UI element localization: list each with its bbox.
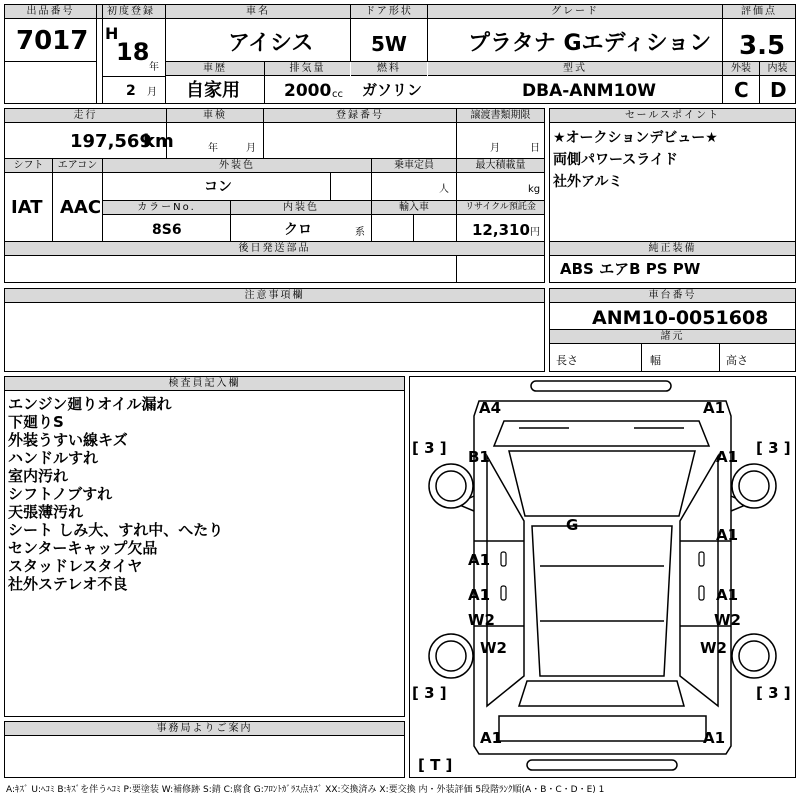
transfer-day-unit: 日 — [530, 143, 540, 154]
inspector-label: 検査員記入欄 — [5, 377, 404, 391]
car-name: アイシス — [228, 31, 314, 56]
note-line: 社外ステレオ不良 — [8, 575, 128, 593]
damage-mark: W2 — [468, 611, 495, 629]
mileage-unit: km — [143, 131, 174, 152]
door-label: ドア形状 — [351, 5, 427, 19]
note-line: センターキャップ欠品 — [8, 539, 158, 557]
chassis-number: ANM10-0051608 — [592, 307, 769, 329]
mileage-value: 197,569 — [70, 131, 152, 152]
exterior-value: C — [734, 78, 749, 102]
inspector-notes — [8, 395, 223, 593]
sales-label: セールスポイント — [550, 109, 795, 123]
model-value: DBA-ANM10W — [522, 81, 656, 101]
tire-left-front: [ 3 ] — [412, 439, 447, 457]
score-label: 評価点 — [723, 5, 795, 19]
displacement-value: 2000 — [284, 81, 332, 101]
damage-mark: A1 — [703, 399, 726, 417]
note-line: 室内汚れ — [8, 467, 69, 485]
damage-mark: A1 — [716, 586, 739, 604]
reg-label: 初度登録 — [97, 5, 165, 19]
shift-value: IAT — [11, 197, 43, 218]
color-value: コン — [204, 179, 232, 195]
capacity-unit: 人 — [439, 184, 449, 195]
width-label: 幅 — [650, 354, 661, 367]
inspection-month-unit: 月 — [246, 143, 256, 154]
damage-mark: W2 — [700, 639, 727, 657]
recycle-value: 12,310 — [472, 221, 530, 239]
fuel-label: 燃料 — [351, 62, 427, 76]
ac-value: AAC — [60, 197, 102, 218]
reg-era: H — [105, 24, 119, 43]
reg-month: 2 — [126, 83, 136, 99]
intcolor-value: クロ — [284, 222, 312, 238]
reg-month-unit: 月 — [147, 87, 157, 98]
note-line: ハンドルすれ — [8, 449, 99, 467]
fuel-value: ガソリン — [362, 81, 423, 99]
exterior-label: 外装 — [723, 62, 759, 76]
later-parts-label: 後日発送部品 — [5, 242, 544, 256]
shift-label: シフト — [5, 159, 52, 173]
history-label: 車歴 — [166, 62, 264, 76]
caution-label: 注意事項欄 — [5, 289, 544, 303]
trunk-mark: [ T ] — [418, 756, 453, 774]
model-label: 型式 — [428, 62, 722, 76]
damage-mark: A4 — [479, 399, 502, 417]
tire-right-rear: [ 3 ] — [756, 684, 791, 702]
damage-mark: A1 — [703, 729, 726, 747]
grade-value: プラタナ Gエディション — [468, 31, 712, 56]
inspection-label: 車検 — [167, 109, 263, 123]
interior-label: 内装 — [760, 62, 795, 76]
tire-right-front: [ 3 ] — [756, 439, 791, 457]
transfer-label: 譲渡書類期限 — [457, 109, 544, 123]
damage-mark: A1 — [480, 729, 503, 747]
import-label: 輸入車 — [372, 201, 456, 215]
damage-mark: G — [566, 516, 579, 534]
spec-label: 諸元 — [550, 330, 795, 344]
history-value: 自家用 — [186, 80, 240, 101]
note-line: スタッドレスタイヤ — [8, 557, 143, 575]
ac-label: エアコン — [53, 159, 102, 173]
damage-mark: A1 — [716, 448, 739, 466]
lot-label: 出品番号 — [5, 5, 96, 19]
lot-number: 7017 — [16, 26, 89, 56]
load-label: 最大積載量 — [457, 159, 544, 173]
sales-line: 社外アルミ — [553, 174, 623, 190]
damage-mark: W2 — [714, 611, 741, 629]
reg-year: 18 — [116, 38, 150, 66]
intcolor-label: 内装色 — [231, 201, 371, 215]
transfer-month-unit: 月 — [490, 143, 500, 154]
sales-line: ★オークションデビュー★ — [553, 130, 718, 146]
note-line: 天張薄汚れ — [8, 503, 84, 521]
capacity-label: 乗車定員 — [372, 159, 456, 173]
damage-mark: A1 — [716, 526, 739, 544]
damage-mark: B1 — [468, 448, 490, 466]
note-line: シフトノブすれ — [8, 485, 113, 503]
chassis-label: 車台番号 — [550, 289, 795, 303]
height-label: 高さ — [726, 354, 748, 367]
equipment-label: 純正装備 — [550, 242, 795, 256]
name-label: 車名 — [166, 5, 350, 19]
office-label: 事務局よりご案内 — [5, 722, 404, 736]
load-unit: kg — [528, 184, 541, 195]
note-line: エンジン廻りオイル漏れ — [8, 395, 172, 413]
colorno-value: 8S6 — [152, 222, 182, 238]
recycle-label: リサイクル預託金 — [457, 201, 544, 215]
color-label: 外装色 — [103, 159, 371, 173]
damage-mark: A1 — [468, 551, 491, 569]
damage-mark: W2 — [480, 639, 507, 657]
score-value: 3.5 — [739, 31, 786, 61]
displacement-label: 排気量 — [265, 62, 350, 76]
note-line: 外装うすい線キズ — [8, 431, 128, 449]
reg-year-unit: 年 — [149, 62, 159, 73]
tire-left-rear: [ 3 ] — [412, 684, 447, 702]
intcolor-unit: 系 — [355, 227, 365, 238]
regno-label: 登録番号 — [264, 109, 456, 123]
displacement-unit: cc — [332, 89, 343, 100]
note-line: 下廻りS — [8, 413, 64, 431]
legend: A:ｷｽﾞ U:ﾍｺﾐ B:ｷｽﾞを伴うﾍｺﾐ P:要塗装 W:補修跡 S:錆 C:腐食 G:ﾌﾛﾝﾄｶﾞﾗｽ点ｷｽﾞ XX:交換済み X:要交換 内・外装評価 5段階ﾗﾝｸ順(A・B・C・D・E) 1 — [6, 785, 605, 795]
mileage-label: 走行 — [5, 109, 166, 123]
note-line: シート しみ大、すれ中、へたり — [8, 521, 224, 539]
inspection-year-unit: 年 — [208, 143, 218, 154]
length-label: 長さ — [556, 354, 578, 367]
interior-value: D — [770, 78, 787, 102]
car-diagram — [409, 376, 796, 778]
equipment-value: ABS エアB PS PW — [560, 260, 701, 278]
damage-mark: A1 — [468, 586, 491, 604]
colorno-label: カラーNo. — [103, 201, 230, 215]
recycle-unit: 円 — [530, 227, 540, 238]
grade-label: グレード — [428, 5, 722, 19]
sales-line: 両側パワースライド — [553, 152, 678, 168]
door-value: 5W — [371, 32, 407, 56]
